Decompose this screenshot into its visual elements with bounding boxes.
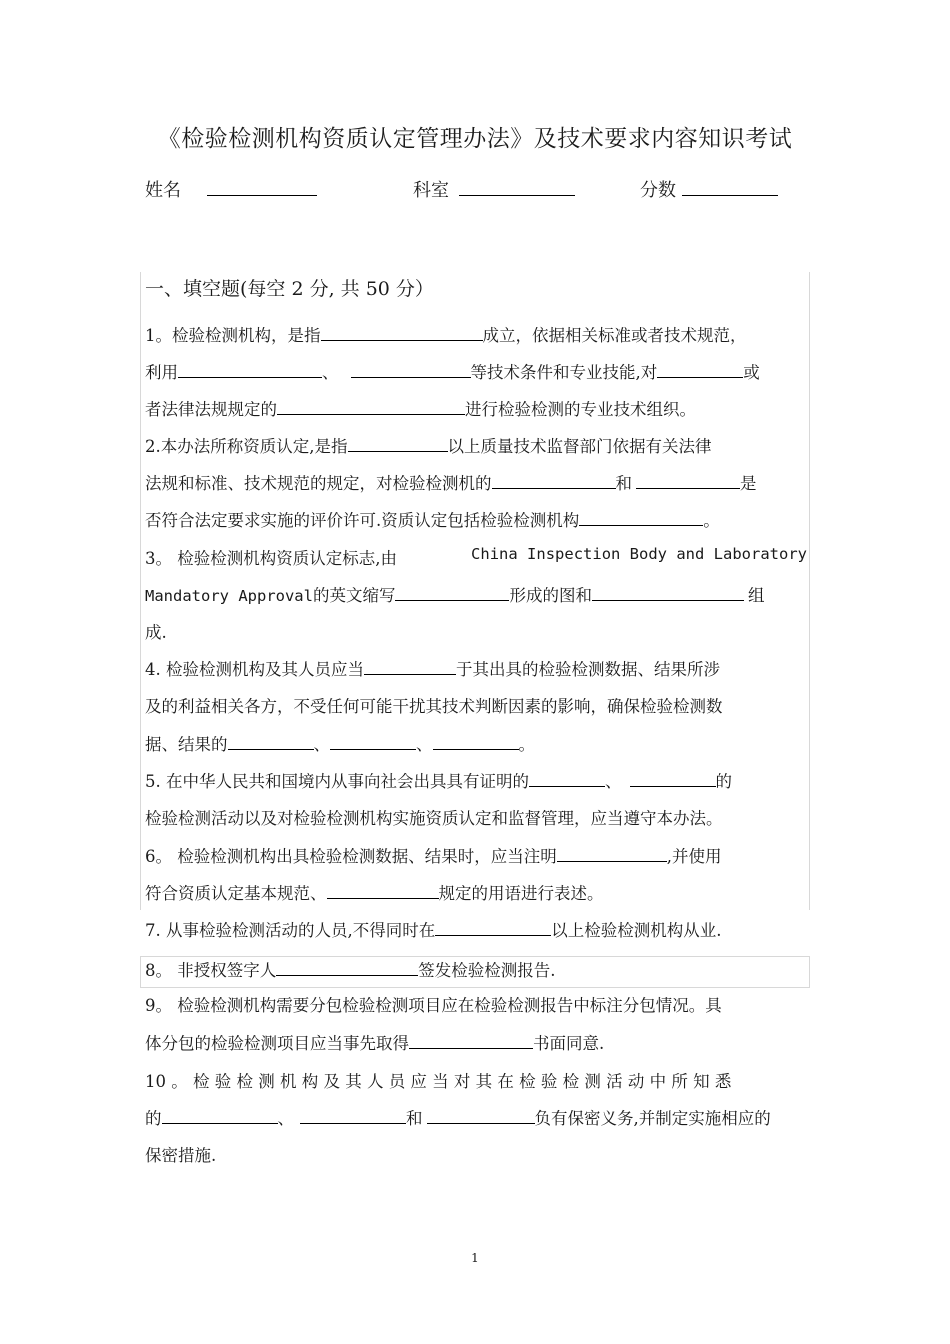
q1-line-3: [145, 396, 696, 420]
q3-english: China Inspection Body and Laboratory: [471, 545, 807, 563]
name-label: 姓名: [145, 180, 181, 201]
q5-blank-2[interactable]: [630, 768, 716, 787]
q2-text: 否符合法定要求实施的评价许可.资质认定包括检验检测机构: [145, 511, 580, 530]
q7-blank-1[interactable]: [435, 917, 551, 936]
q2-blank-1[interactable]: [348, 433, 448, 452]
q8-text: 签发检验检测报告.: [418, 961, 556, 980]
q5-line-2: [145, 805, 723, 829]
q1-blank-2[interactable]: [178, 359, 322, 378]
q4-blank-1[interactable]: [364, 656, 456, 675]
q1-text: 利用: [145, 363, 178, 382]
q6-text: 规定的用语进行表述。: [438, 884, 604, 903]
q6-blank-1[interactable]: [557, 843, 667, 862]
q2-blank-2[interactable]: [492, 470, 616, 489]
q3-text: 的英文缩写: [312, 586, 396, 605]
q6-text: ,并使用: [666, 847, 722, 866]
q1-text: 或: [743, 363, 760, 382]
q7-line-1: [145, 917, 721, 941]
q4-text: 于其出具的检验检测数据、结果所涉: [456, 660, 720, 679]
q2-text: 。: [703, 511, 720, 530]
q1-text: 、: [322, 363, 339, 382]
q2-line-1: [145, 433, 712, 457]
q4-text: 4. 检验检测机构及其人员应当: [145, 660, 364, 679]
q3-blank-1[interactable]: [395, 582, 509, 601]
q3-line-1: [145, 545, 807, 569]
q1-text: 1。检验检测机构，是指: [145, 326, 321, 345]
q10-line-2: [145, 1105, 771, 1129]
q10-text: 保密措施.: [145, 1146, 217, 1165]
q4-text: 、: [313, 735, 330, 754]
name-field: [145, 176, 317, 202]
q3-text: 形成的图和: [509, 586, 592, 605]
q4-blank-3[interactable]: [330, 731, 416, 750]
dept-field: [413, 176, 575, 202]
q6-line-1: [145, 843, 722, 867]
q10-blank-1[interactable]: [162, 1105, 278, 1124]
q10-text: 负有保密义务,并制定实施相应的: [534, 1109, 771, 1128]
q1-blank-1[interactable]: [321, 322, 483, 341]
q10-line-1: [145, 1068, 807, 1092]
page-number: 1: [471, 1251, 479, 1265]
q6-blank-2[interactable]: [327, 880, 439, 899]
q9-text: 书面同意.: [533, 1034, 605, 1053]
q9-text: 9。 检验检测机构需要分包检验检测项目应在检验检测报告中标注分包情况。具: [145, 996, 722, 1015]
q7-text: 以上检验检测机构从业.: [551, 921, 722, 940]
q10-text: 10 。 检 验 检 测 机 构 及 其 人 员 应 当 对 其 在 检 验 检 测 活 动 中 所 知 悉: [145, 1072, 732, 1091]
q4-line-2: [145, 693, 723, 717]
q1-text: 者法律法规规定的: [145, 400, 277, 419]
q3-english: Mandatory Approval: [145, 587, 313, 605]
q4-line-1: [145, 656, 720, 680]
q10-blank-2[interactable]: [300, 1105, 406, 1124]
q5-text: 的: [715, 772, 732, 791]
q1-blank-5[interactable]: [277, 396, 465, 415]
q3-text: 成.: [145, 623, 167, 642]
q7-text: 7. 从事检验检测活动的人员,不得同时在: [145, 921, 436, 940]
q9-blank-1[interactable]: [409, 1030, 533, 1049]
q2-blank-4[interactable]: [579, 507, 703, 526]
q5-text: 检验检测活动以及对检验检测机构实施资质认定和监督管理，应当遵守本办法。: [145, 809, 723, 828]
q6-text: 6。 检验检测机构出具检验检测数据、结果时，应当注明: [145, 847, 557, 866]
q3-blank-2[interactable]: [592, 582, 744, 601]
q4-text: 、: [416, 735, 433, 754]
q1-text: 进行检验检测的专业技术组织。: [465, 400, 696, 419]
q5-blank-1[interactable]: [529, 768, 605, 787]
q10-text: 的: [145, 1109, 162, 1128]
q1-line-1: [145, 322, 747, 346]
q1-blank-4[interactable]: [657, 359, 743, 378]
q3-text: 3。 检验检测机构资质认定标志,由: [145, 549, 397, 568]
q8-line-1: [145, 957, 556, 981]
q9-line-1: [145, 992, 722, 1016]
q8-text: 8。 非授权签字人: [145, 961, 277, 980]
q5-text: 、: [605, 772, 622, 791]
q6-text: 符合资质认定基本规范、: [145, 884, 327, 903]
q1-text: 成立，依据相关标准或者技术规范，: [482, 326, 747, 345]
q2-text: 2.本办法所称资质认定,是指: [145, 437, 348, 456]
section-heading: 一、填空题(每空 2 分, 共 50 分）: [145, 278, 434, 300]
q4-line-3: [145, 731, 535, 755]
q2-line-2: [145, 470, 757, 494]
q4-blank-2[interactable]: [228, 731, 314, 750]
q9-text: 体分包的检验检测项目应当事先取得: [145, 1034, 409, 1053]
score-blank[interactable]: [682, 177, 778, 196]
q4-blank-4[interactable]: [433, 731, 519, 750]
q3-line-2: [145, 582, 764, 606]
q10-blank-3[interactable]: [427, 1105, 535, 1124]
document-title: 《检验检测机构资质认定管理办法》及技术要求内容知识考试: [157, 126, 793, 152]
q4-text: 据、结果的: [145, 735, 228, 754]
q3-text: 组: [747, 586, 765, 605]
score-field: [640, 176, 778, 202]
q8-blank-1[interactable]: [276, 957, 418, 976]
q5-text: 5. 在中华人民共和国境内从事向社会出具具有证明的: [145, 772, 529, 791]
q2-text: 是: [740, 474, 757, 493]
q2-line-3: [145, 507, 720, 531]
q1-line-2: [145, 359, 760, 383]
q10-line-3: [145, 1142, 216, 1166]
q6-line-2: [145, 880, 604, 904]
q2-blank-3[interactable]: [636, 470, 740, 489]
q1-blank-3[interactable]: [351, 359, 471, 378]
q10-text: 、: [277, 1109, 294, 1128]
dept-label: 科室: [413, 180, 449, 201]
q1-text: 等技术条件和专业技能,对: [470, 363, 658, 382]
q2-text: 法规和标准、技术规范的规定，对检验检测机的: [145, 474, 492, 493]
q4-text: 及的利益相关各方，不受任何可能干扰其技术判断因素的影响，确保检验检测数: [145, 697, 723, 716]
q9-line-2: [145, 1030, 604, 1054]
q2-text: 和: [615, 474, 632, 493]
dept-blank[interactable]: [459, 177, 575, 196]
name-blank[interactable]: [207, 177, 317, 196]
q4-text: 。: [518, 735, 535, 754]
q3-line-3: [145, 619, 167, 643]
score-label: 分数: [640, 180, 676, 201]
q10-text: 和: [406, 1109, 423, 1128]
q5-line-1: [145, 768, 732, 792]
q2-text: 以上质量技术监督部门依据有关法律: [447, 437, 712, 456]
